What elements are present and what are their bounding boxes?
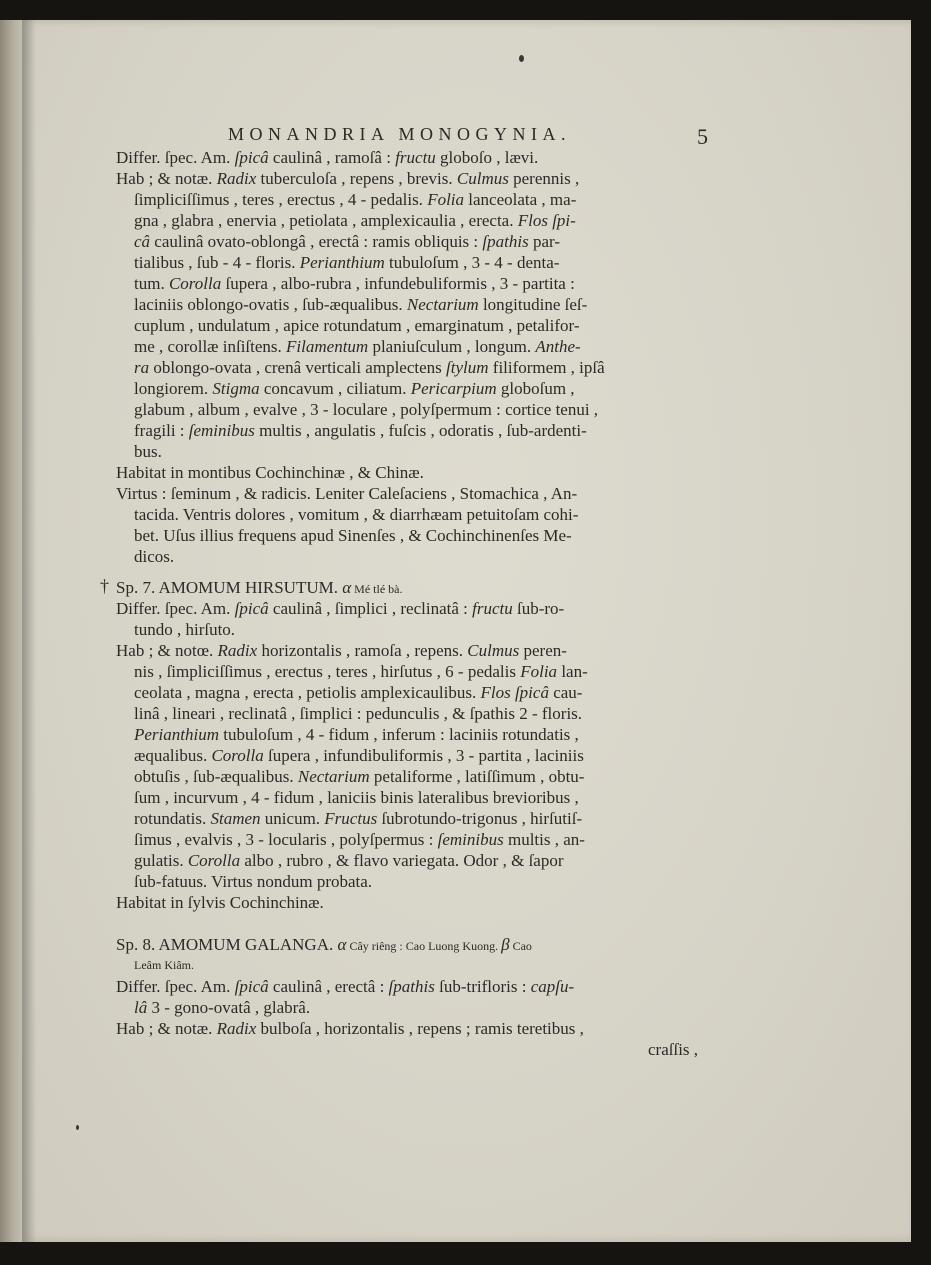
text-line: fragili : ſeminibus multis , angulatis , fuſcis , odoratis , ſub-ardenti- — [134, 421, 587, 440]
dagger-mark: † — [100, 576, 109, 596]
text-line: laciniis oblongo-ovatis , ſub-æqualibus. Nectarium longitudine ſeſ- — [134, 295, 588, 314]
virtus-line: Virtus : ſeminum , & radicis. Leniter Caleſaciens , Stomachica , An- — [116, 484, 578, 503]
text-line: bet. Uſus illius frequens apud Sinenſes , & Cochinchinenſes Me- — [134, 526, 572, 545]
text-line: tum. Corolla ſupera , albo-rubra , infundebuliformis , 3 - partita : — [134, 274, 575, 293]
text-line: câ caulinâ ovato-oblongâ , erectâ : ramis obliquis : ſpathis par- — [134, 232, 560, 251]
habitat-line: Habitat in ſylvis Cochinchinæ. — [116, 893, 324, 912]
text-line: glabum , album , evalve , 3 - loculare , polyſpermum : cortice tenui , — [134, 400, 599, 419]
text-line: ſub-fatuus. Virtus nondum probata. — [134, 872, 373, 891]
text-line: Differ. ſpec. Am. ſpicâ caulinâ , ſimplici , reclinatâ : fructu ſub-ro- — [116, 599, 565, 618]
text-line: Differ. ſpec. Am. ſpicâ caulinâ , ramoſâ : fructu globoſo , lævi. — [116, 148, 539, 167]
text-line: tialibus , ſub - 4 - floris. Perianthium tubuloſum , 3 - 4 - denta- — [134, 253, 560, 272]
species-heading-cont: Leâm Kiâm. — [134, 958, 194, 972]
habitat-line: Habitat in montibus Cochinchinæ , & Chinæ. — [116, 463, 424, 482]
text-line: Hab ; & notæ. Radix tuberculoſa , repens , brevis. Culmus perennis , — [116, 169, 580, 188]
ink-spot — [519, 55, 524, 62]
running-head: MONANDRIA MONOGYNIA. — [228, 124, 571, 144]
text-line: tundo , hirſuto. — [134, 620, 236, 639]
text-line: dicos. — [134, 547, 175, 566]
text-line: linâ , lineari , reclinatâ , ſimplici : pedunculis , & ſpathis 2 - floris. — [134, 704, 583, 723]
previous-page-edge — [0, 20, 24, 1242]
text-line: nis , ſimpliciſſimus , erectus , teres , hirſutus , 6 - pedalis Folia lan- — [134, 662, 588, 681]
text-line: obtuſis , ſub-æqualibus. Nectarium petaliforme , latiſſimum , obtu- — [134, 767, 585, 786]
text-line: bus. — [134, 442, 162, 461]
text-line: tacida. Ventris dolores , vomitum , & diarrhæam petuitoſam cohi- — [134, 505, 579, 524]
text-line: Hab ; & notæ. Radix bulboſa , horizontalis , repens ; ramis teretibus , — [116, 1019, 584, 1038]
gutter-shadow — [22, 20, 36, 1242]
text-line: gulatis. Corolla albo , rubro , & flavo variegata. Odor , & ſapor — [134, 851, 564, 870]
text-line: ra oblongo-ovata , crenâ verticali amplectens ſtylum filiformem , ipſâ — [134, 358, 605, 377]
text-line: lâ 3 - gono-ovatâ , glabrâ. — [134, 998, 311, 1017]
text-line: rotundatis. Stamen unicum. Fructus ſubrotundo-trigonus , hirſutiſ- — [134, 809, 583, 828]
text-line: Differ. ſpec. Am. ſpicâ caulinâ , erectâ : ſpathis ſub-trifloris : capſu- — [116, 977, 575, 996]
species-heading: Sp. 7. AMOMUM HIRSUTUM. α Mé tlé bà. — [116, 578, 403, 597]
ink-spot — [76, 1125, 79, 1130]
text-line: cuplum , undulatum , apice rotundatum , emarginatum , petalifor- — [134, 316, 580, 335]
text-line: ſimus , evalvis , 3 - locularis , polyſpermus : ſeminibus multis , an- — [134, 830, 585, 849]
text-line: æqualibus. Corolla ſupera , infundibuliformis , 3 - partita , laciniis — [134, 746, 584, 765]
text-line: ceolata , magna , erecta , petiolis amplexicaulibus. Flos ſpicâ cau- — [134, 683, 583, 702]
page-number: 5 — [697, 124, 708, 149]
catchword: craſſis , — [648, 1040, 699, 1059]
text-line: ſimpliciſſimus , teres , erectus , 4 - pedalis. Folia lanceolata , ma- — [134, 190, 577, 209]
text-line: me , corollæ inſiſtens. Filamentum planiuſculum , longum. Anthe- — [134, 337, 581, 356]
text-line: gna , glabra , enervia , petiolata , amplexicaulia , erecta. Flos ſpi- — [134, 211, 576, 230]
text-line: longiorem. Stigma concavum , ciliatum. Pericarpium globoſum , — [134, 379, 575, 398]
text-line: Hab ; & notœ. Radix horizontalis , ramoſa , repens. Culmus peren- — [116, 641, 567, 660]
species-heading: Sp. 8. AMOMUM GALANGA. α Cây riêng : Cao Luong Kuong. β Cao — [116, 935, 532, 954]
text-line: ſum , incurvum , 4 - fidum , laniciis binis lateralibus brevioribus , — [134, 788, 579, 807]
text-line: Perianthium tubuloſum , 4 - fidum , inferum : laciniis rotundatis , — [134, 725, 579, 744]
